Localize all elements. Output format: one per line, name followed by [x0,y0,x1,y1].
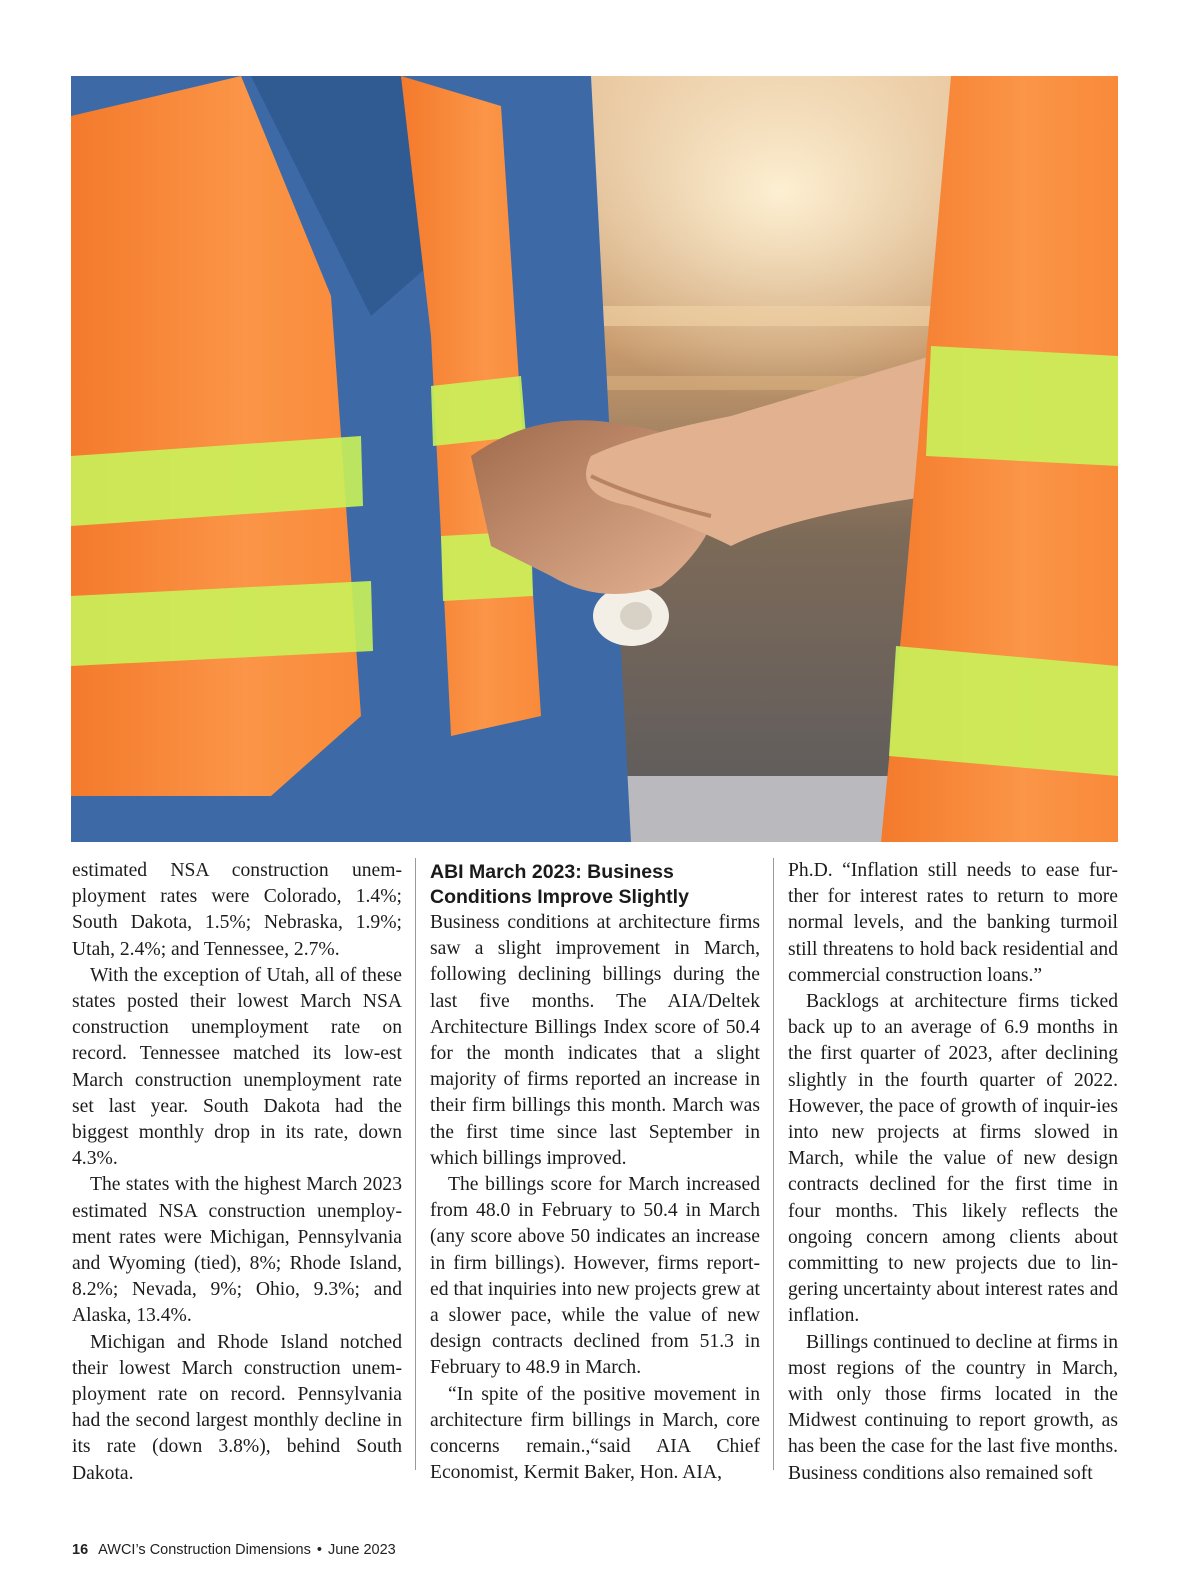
paragraph: Billings continued to decline at firms in most regions of the country in March, with only those firms located in the Midwest continuing to report growth, as has been the case for the last five months. Business conditions also remained soft [788,1331,1118,1484]
issue-date: June 2023 [327,1542,396,1558]
page-footer [72,1542,396,1558]
paragraph: “In spite of the positive movement in architecture firm billings in March, core concerns remain.,“said AIA Chief Economist, Kermit Baker, Hon. AIA, [430,1383,760,1484]
paragraph: estimated NSA construction unem-ployment rates were Colorado, 1.4%; South Dakota, 1.5%; Nebraska, 1.9%; Utah, 2.4%; and Tennessee, 2.7%. [72,860,402,960]
footer-separator: • [316,1542,322,1558]
article-column-1 [72,858,402,1487]
paragraph: Business conditions at architecture firms saw a slight improvement in March, following declining billings during the last five months. The AIA/Deltek Architecture Billings Index score of 50.4 for the month indicates that a slight majority of firms reported an increase in their firm billings this month. March was the first time since last September in which billings improved. [430,912,760,1169]
article-column-3 [788,858,1118,1487]
paragraph: Ph.D. “Inflation still needs to ease fur-ther for interest rates to return to more normal levels, and the banking turmoil still threatens to hold back residential and commercial construction loans.” [788,860,1118,986]
article-column-2 [430,858,760,1486]
page-number: 16 [72,1542,89,1558]
section-headline: ABI March 2023: Business Conditions Improve Slightly [430,861,689,908]
column-divider [773,858,774,1470]
handshake-illustration [71,76,1118,842]
paragraph: With the exception of Utah, all of these states posted their lowest March NSA construction unemployment rate on record. Tennessee matched its low-est March construction unemployment rate set last year. South Dakota had the biggest monthly drop in its rate, down 4.3%. [72,964,402,1170]
paragraph: Backlogs at architecture firms ticked back up to an average of 6.9 months in the first quarter of 2023, after declining slightly in the fourth quarter of 2022. However, the pace of growth of inquir-ies into new projects at firms slowed in March, while the value of new design contracts declined for the first time in four months. This likely reflects the ongoing concern among clients about committing to new projects due to lin-gering uncertainty about interest rates and inflation. [788,991,1118,1327]
publication-name: AWCI’s Construction Dimensions [98,1542,311,1558]
paragraph: The states with the highest March 2023 estimated NSA construction unemploy-ment rates were Michigan, Pennsylvania and Wyoming (tied), 8%; Rhode Island, 8.2%; Nevada, 9%; Ohio, 9.3%; and Alaska, 13.4%. [72,1174,402,1327]
paragraph: Michigan and Rhode Island notched their lowest March construction unem-ployment rate on record. Pennsylvania had the second largest monthly decline in its rate (down 3.8%), behind South Dakota. [72,1331,402,1484]
column-divider [415,858,416,1470]
handshake-photo [71,76,1118,842]
paragraph: The billings score for March increased from 48.0 in February to 50.4 in March (any score above 50 indicates an increase in firm billings). However, firms report-ed that inquiries into new projects grew at a slower pace, while the value of new design contracts declined from 51.3 in February to 48.9 in March. [430,1174,760,1379]
